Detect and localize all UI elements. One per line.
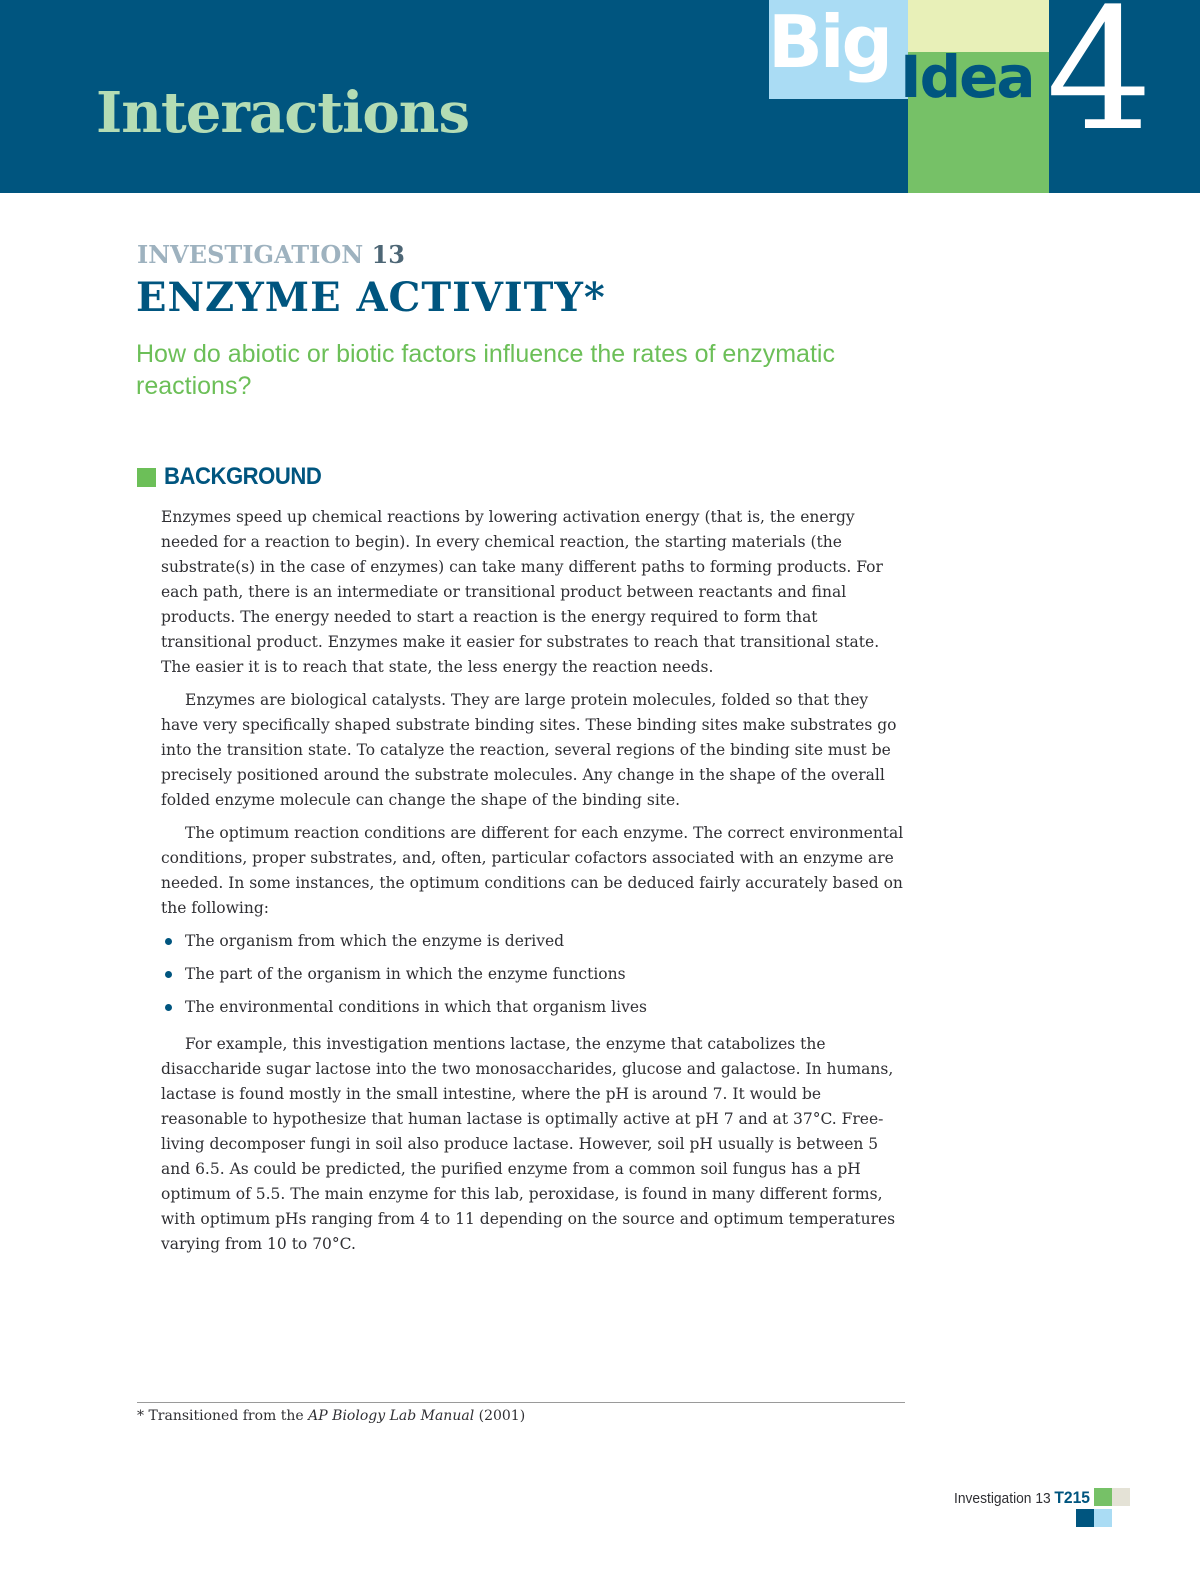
list-item [161, 929, 906, 954]
background-paragraph-1: Enzymes speed up chemical reactions by lowering activation energy (that is, the energy needed for a reaction to begin). In every chemical reaction, the starting materials (the substrate(s) in the case of enzymes) can take many different paths to forming products. For each path, there is an intermediate or transitional product between reactants and final products. The energy needed to start a reaction is the energy required to form that transitional product. Enzymes make it easier for substrates to reach that transitional state. The easier it is to reach that state, the less energy the reaction needs. [161, 508, 883, 676]
bullet-icon [165, 971, 172, 978]
footnote-prefix: * Transitioned from the [137, 1408, 309, 1424]
background-paragraph-4: For example, this investigation mentions lactase, the enzyme that catabolizes the disaccharide sugar lactose into the two monosaccharides, glucose and galactose. In humans, lactase is found mostly in the small intestine, where the pH is around 7. It would be reasonable to hypothesize that human lactase is optimally active at pH 7 and at 37°C. Free-living decomposer fungi in soil also produce lactase. However, soil pH usually is between 5 and 6.5. As could be predicted, the purified enzyme from a common soil fungus has a pH optimum of 5.5. The main enzyme for this lab, peroxidase, is found in many different forms, with optimum pHs ranging from 4 to 11 depending on the source and optimum temperatures varying from 10 to 70°C. [161, 1035, 896, 1253]
investigation-title: ENZYME ACTIVITY* [136, 274, 606, 321]
background-body [161, 505, 906, 1265]
bullet-icon [165, 1004, 172, 1011]
footnote-divider [137, 1402, 905, 1403]
footer-square-light-blue [1094, 1509, 1112, 1527]
header-banner [0, 0, 1200, 193]
list-item-text: The part of the organism in which the enzyme functions [185, 965, 626, 983]
page-footer [915, 1488, 1090, 1508]
section-heading-text: BACKGROUND [164, 463, 322, 490]
footnote-source-title: AP Biology Lab Manual [308, 1408, 475, 1424]
factor-list [161, 929, 906, 1020]
footer-square-green [1094, 1488, 1112, 1506]
page-number: T215 [1054, 1488, 1090, 1507]
section-square-icon [137, 468, 156, 487]
footer-label: Investigation 13 [953, 1490, 1051, 1507]
footnote-suffix: (2001) [474, 1408, 526, 1424]
list-item [161, 962, 906, 987]
background-paragraph-2: Enzymes are biological catalysts. They are large protein molecules, folded so that they have very specifically shaped substrate binding sites. These binding sites make substrates go into the transition state. To catalyze the reaction, several regions of the binding site must be precisely positioned around the substrate molecules. Any change in the shape of the overall folded enzyme molecule can change the shape of the binding site. [161, 691, 897, 809]
investigation-label-text: INVESTIGATION [137, 240, 364, 269]
list-item-text: The organism from which the enzyme is derived [185, 932, 565, 950]
footnote [137, 1408, 525, 1424]
investigation-label [137, 240, 405, 269]
footer-square-beige [1112, 1488, 1130, 1506]
big-idea-word-idea: Idea [900, 43, 1034, 111]
big-idea-number: 4 [1046, 0, 1153, 168]
list-item [161, 995, 906, 1020]
investigation-number: 13 [371, 240, 405, 269]
investigation-question: How do abiotic or biotic factors influence the rates of enzymatic reactions? [136, 340, 835, 400]
big-idea-word-big: Big [768, 0, 891, 84]
list-item-text: The environmental conditions in which that organism lives [185, 998, 647, 1016]
bullet-icon [165, 938, 172, 945]
footer-square-blue [1076, 1509, 1094, 1527]
page-title: Interactions [96, 80, 470, 146]
section-heading [137, 462, 335, 492]
background-paragraph-3: The optimum reaction conditions are different for each enzyme. The correct environmental conditions, proper substrates, and, often, particular cofactors associated with an enzyme are needed. In some instances, the optimum conditions can be deduced fairly accurately based on the following: [161, 824, 904, 917]
